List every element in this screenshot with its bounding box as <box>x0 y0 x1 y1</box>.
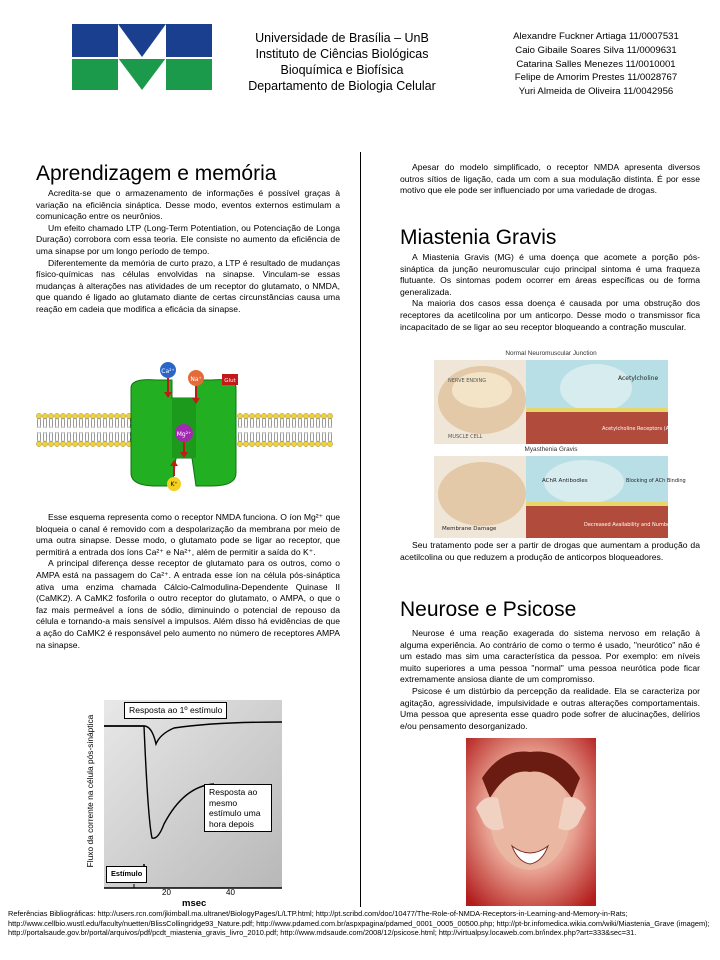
institution-line: Universidade de Brasília – UnB <box>255 31 429 45</box>
lipid-tail <box>245 432 248 442</box>
lipid-tail <box>293 432 296 442</box>
lipid-tail <box>305 432 308 442</box>
paragraph: Diferentemente da memória de curto prazo, a LTP é resultado de mudanças físico-químicas nas células envolvidas na sinapse. Vinculam-se essas mudanças à alterações nas atividades de um receptor do glutamato, o NMDA, que quando é ligado ao glutamato diante de certas circunstâncias causa uma reação em cadeia que modifica a eficácia da sinapse. <box>36 257 340 314</box>
tick-label: 20 <box>162 888 171 897</box>
aprendizagem-explanation <box>36 512 340 651</box>
label-stimulus: Estímulo <box>106 866 147 883</box>
lipid-head <box>96 413 101 418</box>
lipid-head <box>309 413 314 418</box>
lipid-head <box>90 413 95 418</box>
blocking-label: Blocking of ACh Binding <box>626 478 686 484</box>
lipid-tail <box>311 432 314 442</box>
graph-ylabel: Fluxo da corrente na célula pós-sináptica <box>85 714 95 868</box>
na-label: Na⁺ <box>190 376 202 383</box>
author-line: Felipe de Amorim Prestes 11/0028767 <box>514 72 678 84</box>
paragraph: Acredita-se que o armazenamento de informações é possível graças à variação na eficiência sináptica. Desse modo, eventos externos estimulam a comunicação entre os neurônios. <box>36 188 340 222</box>
section-title-miastenia: Miastenia Gravis <box>400 226 557 249</box>
lipid-head <box>315 413 320 418</box>
lipid-tail <box>239 418 242 428</box>
column-divider <box>360 152 361 907</box>
nmda-receptor-diagram <box>36 358 332 498</box>
institution-line: Bioquímica e Biofísica <box>280 63 404 77</box>
antibodies-label: AChR Antibodies <box>542 478 588 484</box>
lipid-head <box>327 413 332 418</box>
lipid-head <box>72 413 77 418</box>
lipid-tail <box>281 432 284 442</box>
graph-xlabel: msec <box>182 898 207 909</box>
lipid-head <box>114 441 119 446</box>
figure-title-normal: Normal Neuromuscular Junction <box>505 350 597 357</box>
paragraph: Seu tratamento pode ser a partir de drogas que aumentam a produção da acetilcolina ou que reduzem a produção de anticorpos bloqueadores. <box>400 540 700 562</box>
lipid-tail <box>251 418 254 428</box>
lipid-head <box>102 413 107 418</box>
lipid-head <box>321 441 326 446</box>
label-second-response: Resposta ao mesmo estímulo uma hora depois <box>204 784 272 832</box>
lipid-tail <box>299 418 302 428</box>
lipid-head <box>279 413 284 418</box>
paragraph: Apesar do modelo simplificado, o receptor NMDA apresenta diversos outros sítios de ligação, cada um com a sua modulação distinta. É por esse motivo que ele pode ser influenciado por uma variedade de drogas. <box>400 162 700 196</box>
paragraph: Esse esquema representa como o receptor NMDA funciona. O íon Mg²⁺ que bloqueia o canal é removido com a despolarização da membrana por meio de uma outra sinapse. Desse modo, o glutamato pode se ligar ao receptor, que permitirá a entrada dos íons Ca²⁺ e Na²⁺, além de permitir a saída do K⁺. <box>36 512 340 557</box>
lipid-tail <box>245 418 248 428</box>
lipid-tail <box>311 418 314 428</box>
lipid-head <box>321 413 326 418</box>
lipid-tail <box>257 432 260 442</box>
aprendizagem-intro <box>36 188 340 316</box>
institution-block <box>222 30 462 94</box>
lipid-tail <box>305 418 308 428</box>
lipid-head <box>78 441 83 446</box>
lipid-tail <box>323 432 326 442</box>
paragraph: Neurose é uma reação exagerada do sistema nervoso em relação à alguma experiência. Ao contrário de como o termo é usado, "neurótico" não é um estado mas sim uma característica da pessoa. Por exemplo: em níveis muito superiores a uma pessoa "normal" uma pessoa neurótica pode ficar extremamente ansiosa diante de um compromisso. <box>400 628 700 685</box>
lipid-tail <box>287 418 290 428</box>
lipid-head <box>42 413 47 418</box>
lipid-tail <box>251 432 254 442</box>
distressed-person-photo <box>462 738 600 906</box>
lipid-head <box>267 441 272 446</box>
lipid-tail <box>269 418 272 428</box>
nerve-ending-label: NERVE ENDING <box>448 378 487 384</box>
lipid-tail <box>293 418 296 428</box>
author-line: Catarina Salles Menezes 11/0010001 <box>516 58 676 70</box>
k-label: K⁺ <box>170 481 178 488</box>
treatment-text <box>400 540 700 563</box>
author-line: Yuri Almeida de Oliveira 11/0042956 <box>518 86 674 98</box>
author-line: Alexandre Fuckner Artiaga 11/0007531 <box>513 31 679 42</box>
authors-block <box>480 30 712 99</box>
decreased-label: Decreased Availability and Number of AChRs <box>584 522 697 528</box>
section-title-neurose: Neurose e Psicose <box>400 598 577 621</box>
lipid-head <box>60 413 65 418</box>
glu-label: Glut <box>224 378 236 384</box>
miastenia-text <box>400 252 700 333</box>
nmda-drugs-paragraph <box>400 162 700 197</box>
paragraph: Um efeito chamado LTP (Long-Term Potentiation, ou Potenciação de Longa Duração) corrobora com essa teoria. Ele consiste no aumento da eficiência de uma sinapse por um longo período de tempo. <box>36 222 340 256</box>
lipid-tail <box>281 418 284 428</box>
lipid-tail <box>317 432 320 442</box>
lipid-head <box>291 413 296 418</box>
lipid-head <box>273 413 278 418</box>
lipid-head <box>261 441 266 446</box>
lipid-head <box>273 441 278 446</box>
lipid-head <box>78 413 83 418</box>
references: Referências Bibliográficas: http://users.rcn.com/jkimball.ma.ultranet/BiologyPages/L/LTP.html; http://pt.scribd.com/doc/10477/The-Role-of-NMDA-Receptors-in-Learning-and-Memory-in-Rats; http://www.cellbio.wustl.edu/faculty/nuetten/BlissCollingridge93_Nature.pdf; http://www.pdamed.com.br/aspxpagina/pdamed_0001_0005_00500.php; http://pt-br.infomedica.wikia.com/wiki/Miastenia_Grave (imagem); http://portalsaude.gov.br/portal/arquivos/pdf/pcdt_miastenia_gravis_livro_2010.pdf; http://www.mdsaude.com/2008/12/psicose.html; http://virtualpsy.locaweb.com.br/index.php?art=333&sec=31. <box>8 909 710 938</box>
lipid-head <box>303 441 308 446</box>
damage-label: Membrane Damage <box>442 526 497 532</box>
lipid-head <box>315 441 320 446</box>
lipid-head <box>267 413 272 418</box>
lipid-head <box>279 441 284 446</box>
lipid-head <box>108 441 113 446</box>
lipid-head <box>285 413 290 418</box>
ltp-graph <box>82 700 282 909</box>
lipid-head <box>237 413 242 418</box>
lipid-tail <box>317 418 320 428</box>
lipid-tail <box>275 418 278 428</box>
lipid-head <box>108 413 113 418</box>
lipid-head <box>54 413 59 418</box>
lipid-head <box>60 441 65 446</box>
lipid-head <box>120 413 125 418</box>
neuromuscular-junction-figure <box>434 350 697 538</box>
lipid-head <box>54 441 59 446</box>
figure-title-mg: Myasthenia Gravis <box>524 446 578 453</box>
acetylcholine-label: Acetylcholine <box>618 375 659 382</box>
lipid-head <box>66 413 71 418</box>
label-first-response: Resposta ao 1º estímulo <box>124 702 227 719</box>
paragraph: A principal diferença desse receptor de glutamato para os outros, como o AMPA está na passagem do Ca²⁺. A entrada esse íon na célula pós-sináptica ativa uma enzima chamada Cálcio-Calmodulina-Dependente Quinase II (CaMK2). A CaMK2 fosforila o outro receptor do glutamato, o AMPA, o que o faz mais permeável a íons de sódio, diminuindo o potencial de repouso da célula e tornando-a mais sensível a impulsos. Além disso há evidências de que a ação do CaMK2 é responsável pelo aumento no número de receptores AMPA na sinapse. <box>36 558 340 650</box>
paragraph: Na maioria dos casos essa doença é causada por uma obstrução dos receptores da acetilcolina por um anticorpo. Desse modo o transmissor fica incapacitado de se ligar ao seu receptor bloqueando a contração muscular. <box>400 298 700 332</box>
lipid-head <box>96 441 101 446</box>
mg-label: Mg²⁺ <box>176 431 192 438</box>
lipid-tail <box>257 418 260 428</box>
lipid-tail <box>299 432 302 442</box>
lipid-tail <box>263 432 266 442</box>
lipid-head <box>261 413 266 418</box>
lipid-tail <box>287 432 290 442</box>
lipid-head <box>249 441 254 446</box>
lipid-head <box>72 441 77 446</box>
lipid-tail <box>263 418 266 428</box>
lipid-head <box>48 413 53 418</box>
lipid-head <box>84 413 89 418</box>
normal-junction-panel <box>434 360 684 444</box>
section-title-aprendizagem: Aprendizagem e memória <box>36 162 277 185</box>
lipid-head <box>243 413 248 418</box>
lipid-head <box>42 441 47 446</box>
institution-line: Departamento de Biologia Celular <box>248 79 436 93</box>
lipid-head <box>291 441 296 446</box>
author-line: Caio Gibaile Soares Silva 11/0009631 <box>515 44 677 56</box>
mg-junction-panel <box>434 456 697 538</box>
lipid-head <box>102 441 107 446</box>
lipid-head <box>309 441 314 446</box>
lipid-tail <box>275 432 278 442</box>
paragraph: A Miastenia Gravis (MG) é uma doença que acomete a porção pós-sináptica da junção neuromuscular cujo principal sintoma é uma fraqueza flutuante. Os sintomas podem ocorrer em áreas específicas ou de forma generalizada. <box>400 252 700 297</box>
lipid-head <box>120 441 125 446</box>
paragraph: Psicose é um distúrbio da percepção da realidade. Ela se caracteriza por agitação, agressividade, impulsividade e outras alterações comportamentais. Uma pessoa que apresenta esse quadro pode sofrer de alucinações, delírios e/ou pensamento desorganizado. <box>400 685 700 731</box>
lipid-head <box>90 441 95 446</box>
muscle-cell-label: MUSCLE CELL <box>448 434 483 440</box>
ca-label: Ca²⁺ <box>161 368 175 375</box>
lipid-tail <box>269 432 272 442</box>
lipid-head <box>255 413 260 418</box>
lipid-head <box>36 413 41 418</box>
lipid-head <box>297 441 302 446</box>
lipid-head <box>243 441 248 446</box>
lipid-head <box>327 441 332 446</box>
lipid-head <box>249 413 254 418</box>
lipid-head <box>237 441 242 446</box>
lipid-head <box>84 441 89 446</box>
lipid-head <box>48 441 53 446</box>
lipid-tail <box>329 418 332 428</box>
tick-label: 40 <box>226 888 235 897</box>
lipid-tail <box>329 432 332 442</box>
receptors-label: Acetylcholine Receptors (AChRs) <box>602 426 684 432</box>
lipid-head <box>297 413 302 418</box>
institution-line: Instituto de Ciências Biológicas <box>255 47 429 61</box>
lipid-head <box>36 441 41 446</box>
lipid-head <box>66 441 71 446</box>
lipid-head <box>285 441 290 446</box>
lipid-head <box>114 413 119 418</box>
lipid-tail <box>239 432 242 442</box>
neurose-text <box>400 628 700 732</box>
lipid-head <box>255 441 260 446</box>
lipid-head <box>303 413 308 418</box>
unb-logo <box>72 24 212 90</box>
lipid-tail <box>323 418 326 428</box>
